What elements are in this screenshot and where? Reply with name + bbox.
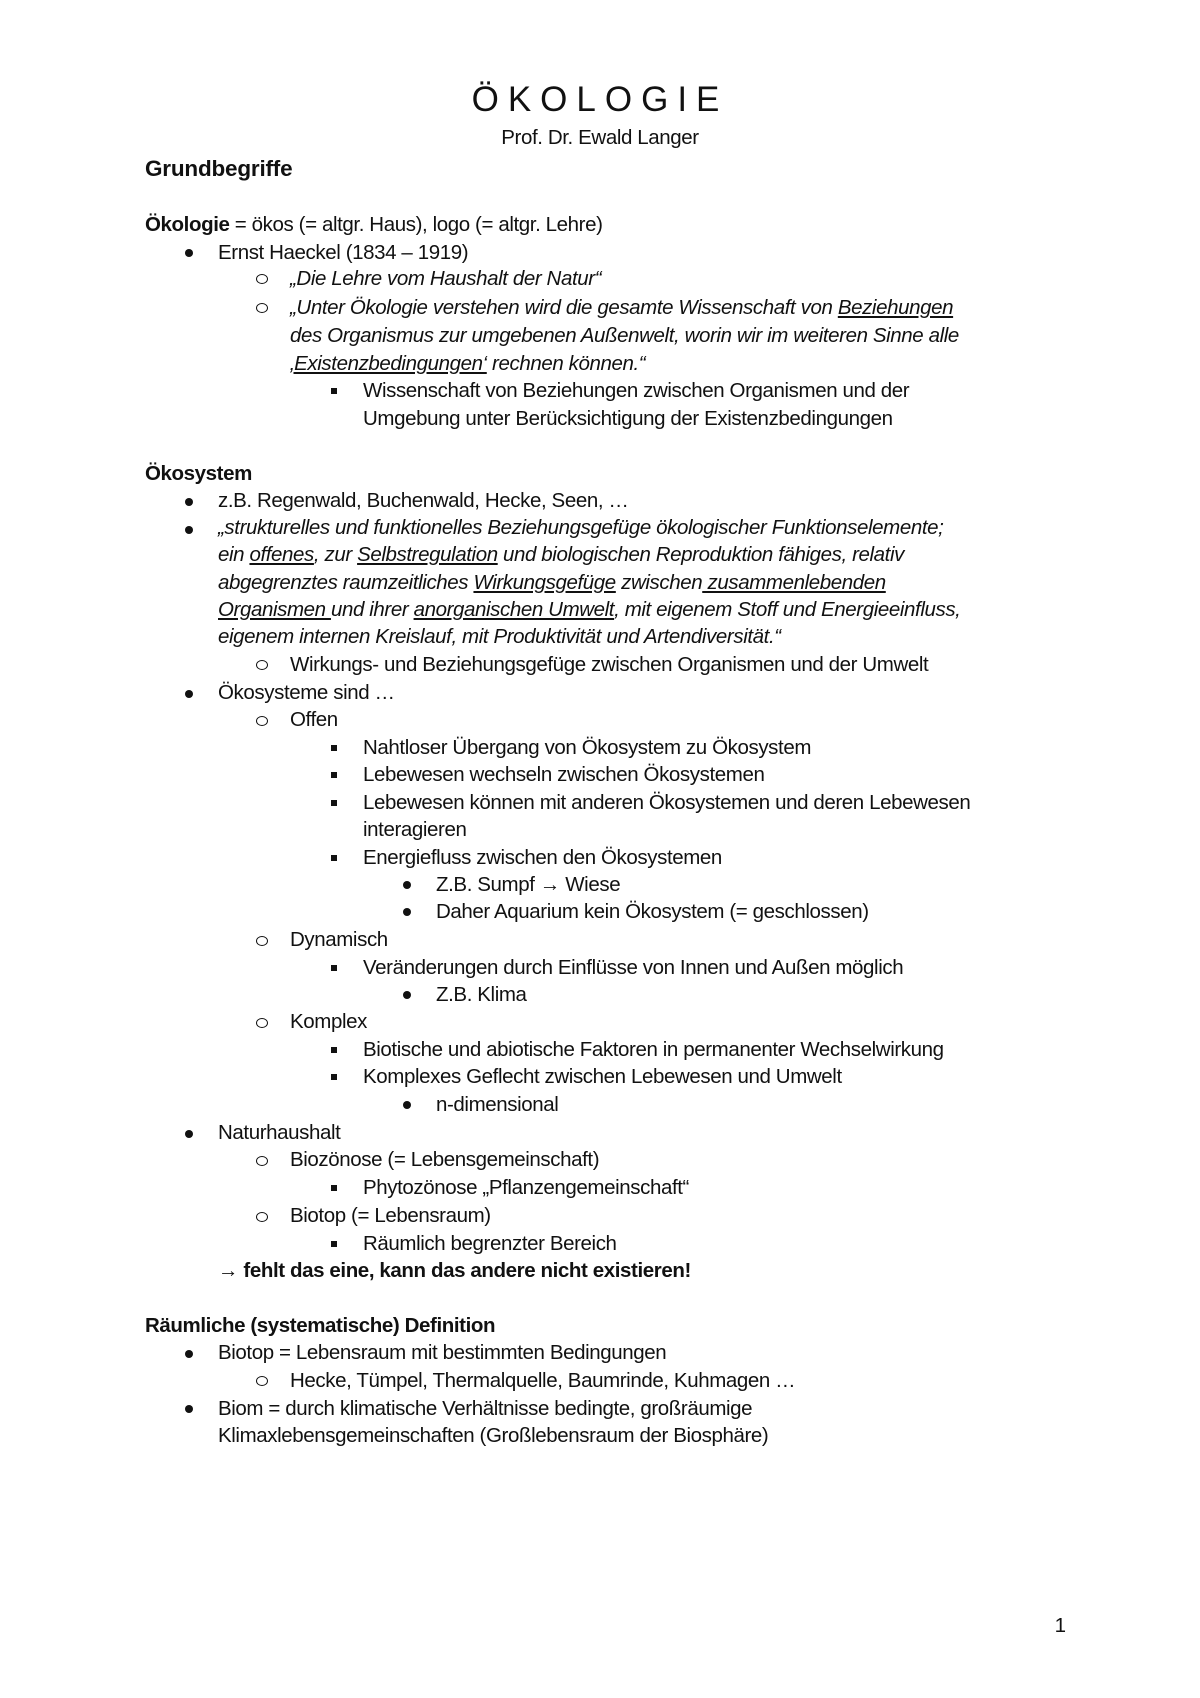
underline: Wirkungsgefüge bbox=[473, 571, 616, 594]
text: und ihrer bbox=[330, 598, 414, 621]
biotop-item1: Räumlich begrenzter Bereich bbox=[363, 1232, 617, 1255]
document-author: Prof. Dr. Ewald Langer bbox=[501, 126, 699, 149]
text: abgegrenztes raumzeitliches bbox=[218, 571, 474, 594]
text: und biologischen Reproduktion fähiges, relativ bbox=[497, 543, 904, 566]
square-bullet-icon bbox=[331, 800, 337, 806]
square-bullet-icon bbox=[331, 388, 337, 394]
underline: offenes bbox=[249, 543, 314, 566]
list-item-komplex: Komplex bbox=[290, 1010, 367, 1033]
square-bullet-icon bbox=[331, 745, 337, 751]
offen-item4-sub1 bbox=[436, 871, 620, 899]
conclusion bbox=[218, 1257, 691, 1285]
square-bullet-icon bbox=[331, 855, 337, 861]
text: , mit eigenem Stoff und Energieeinfluss, bbox=[614, 598, 961, 621]
text: zwischen bbox=[615, 571, 703, 594]
list-item-biom-line1: Biom = durch klimatische Verhältnisse bedingte, großräumige bbox=[218, 1397, 753, 1420]
definition-line2 bbox=[218, 541, 904, 569]
bullet-icon bbox=[185, 1405, 193, 1413]
bullet-icon bbox=[185, 526, 193, 534]
circle-bullet-icon bbox=[256, 303, 268, 313]
quote2-line3 bbox=[290, 350, 645, 378]
square-bullet-icon bbox=[331, 965, 337, 971]
offen-item4: Energiefluss zwischen den Ökosystemen bbox=[363, 846, 722, 869]
list-item-biom-line2: Klimaxlebensgemeinschaften (Großlebensraum der Biosphäre) bbox=[218, 1424, 769, 1447]
definition-line5: eigenem internen Kreislauf, mit Produktivität und Artendiversität.“ bbox=[218, 625, 781, 648]
bullet-icon bbox=[185, 249, 193, 257]
bullet-icon bbox=[403, 881, 411, 889]
list-item-biotop: Biotop (= Lebensraum) bbox=[290, 1204, 491, 1227]
offen-item3-line1: Lebewesen können mit anderen Ökosystemen und deren Lebewesen bbox=[363, 791, 971, 814]
square-bullet-icon bbox=[331, 772, 337, 778]
bullet-icon bbox=[403, 1101, 411, 1109]
list-item-biotop-def: Biotop = Lebensraum mit bestimmten Bedingungen bbox=[218, 1341, 667, 1364]
list-item-sind: Ökosysteme sind … bbox=[218, 681, 395, 704]
heading-oekosystem: Ökosystem bbox=[145, 462, 252, 485]
bullet-icon bbox=[403, 991, 411, 999]
offen-item2: Lebewesen wechseln zwischen Ökosystemen bbox=[363, 763, 765, 786]
circle-bullet-icon bbox=[256, 716, 268, 726]
heading-raeumliche-definition: Räumliche (systematische) Definition bbox=[145, 1314, 496, 1337]
list-item-quote1: „Die Lehre vom Haushalt der Natur“ bbox=[290, 267, 602, 290]
list-item-dynamisch: Dynamisch bbox=[290, 928, 388, 951]
quote2-underline: Beziehungen bbox=[837, 296, 954, 319]
bullet-icon bbox=[185, 690, 193, 698]
circle-bullet-icon bbox=[256, 1376, 268, 1386]
underline: Selbstregulation bbox=[357, 543, 498, 566]
square-bullet-icon bbox=[331, 1047, 337, 1053]
square-bullet-icon bbox=[331, 1241, 337, 1247]
list-item-naturhaushalt: Naturhaushalt bbox=[218, 1121, 341, 1144]
bullet-icon bbox=[403, 908, 411, 916]
biozoenose-item1: Phytozönose „Pflanzengemeinschaft“ bbox=[363, 1176, 689, 1199]
circle-bullet-icon bbox=[256, 274, 268, 284]
quote2-line2: des Organismus zur umgebenen Außenwelt, worin wir im weiteren Sinne alle bbox=[290, 324, 959, 347]
arrow-right-icon: → bbox=[218, 1259, 239, 1282]
square-bullet-icon bbox=[331, 1074, 337, 1080]
definition-term: Ökologie bbox=[145, 213, 230, 236]
dynamisch-item1: Veränderungen durch Einflüsse von Innen und Außen möglich bbox=[363, 956, 904, 979]
list-item-haeckel: Ernst Haeckel (1834 – 1919) bbox=[218, 241, 469, 264]
summary-line2: Umgebung unter Berücksichtigung der Existenzbedingungen bbox=[363, 407, 893, 430]
bullet-icon bbox=[185, 498, 193, 506]
underline: anorganischen Umwelt bbox=[413, 598, 615, 621]
bullet-icon bbox=[185, 1130, 193, 1138]
definition-line4 bbox=[218, 596, 960, 624]
square-bullet-icon bbox=[331, 1185, 337, 1191]
offen-item4-sub2: Daher Aquarium kein Ökosystem (= geschlossen) bbox=[436, 900, 869, 923]
biotop-examples: Hecke, Tümpel, Thermalquelle, Baumrinde, Kuhmagen … bbox=[290, 1369, 796, 1392]
text: Z.B. Sumpf bbox=[436, 873, 540, 896]
text: Wiese bbox=[559, 873, 621, 896]
circle-bullet-icon bbox=[256, 936, 268, 946]
summary-line1: Wissenschaft von Beziehungen zwischen Organismen und der bbox=[363, 379, 910, 402]
list-item-biozoenose: Biozönose (= Lebensgemeinschaft) bbox=[290, 1148, 600, 1171]
underline: zusammenlebenden bbox=[702, 571, 886, 594]
circle-bullet-icon bbox=[256, 1018, 268, 1028]
offen-item3-line2: interagieren bbox=[363, 818, 467, 841]
page-number: 1 bbox=[1054, 1614, 1066, 1637]
heading-grundbegriffe: Grundbegriffe bbox=[145, 156, 293, 181]
komplex-item1: Biotische und abiotische Faktoren in permanenter Wechselwirkung bbox=[363, 1038, 944, 1061]
underline: Organismen bbox=[218, 598, 331, 621]
circle-bullet-icon bbox=[256, 1156, 268, 1166]
komplex-item2-sub1: n-dimensional bbox=[436, 1093, 559, 1116]
conclusion-text: fehlt das eine, kann das andere nicht existieren! bbox=[238, 1259, 691, 1282]
definition-oekologie bbox=[145, 211, 603, 239]
list-item-offen: Offen bbox=[290, 708, 338, 731]
quote2-underline2: ‚Existenzbedingungen‘ bbox=[290, 352, 487, 375]
list-item-quote2-line1 bbox=[290, 294, 953, 322]
list-item-examples: z.B. Regenwald, Buchenwald, Hecke, Seen, … bbox=[218, 489, 629, 512]
arrow-right-icon: → bbox=[539, 873, 560, 896]
text: , zur bbox=[313, 543, 358, 566]
definition-line3 bbox=[218, 569, 886, 597]
circle-bullet-icon bbox=[256, 660, 268, 670]
definition-summary: Wirkungs- und Beziehungsgefüge zwischen Organismen und der Umwelt bbox=[290, 653, 929, 676]
definition-text: = ökos (= altgr. Haus), logo (= altgr. Lehre) bbox=[229, 213, 603, 236]
document-title: ÖKOLOGIE bbox=[471, 80, 729, 119]
bullet-icon bbox=[185, 1350, 193, 1358]
circle-bullet-icon bbox=[256, 1212, 268, 1222]
quote2-end: rechnen können.“ bbox=[486, 352, 646, 375]
offen-item1: Nahtloser Übergang von Ökosystem zu Ökosystem bbox=[363, 736, 811, 759]
quote2-text: „Unter Ökologie verstehen wird die gesamte Wissenschaft von bbox=[290, 296, 838, 319]
dynamisch-item1-sub1: Z.B. Klima bbox=[436, 983, 527, 1006]
komplex-item2: Komplexes Geflecht zwischen Lebewesen und Umwelt bbox=[363, 1065, 842, 1088]
text: ein bbox=[218, 543, 250, 566]
definition-line1: „strukturelles und funktionelles Beziehungsgefüge ökologischer Funktionselemente; bbox=[218, 516, 944, 539]
